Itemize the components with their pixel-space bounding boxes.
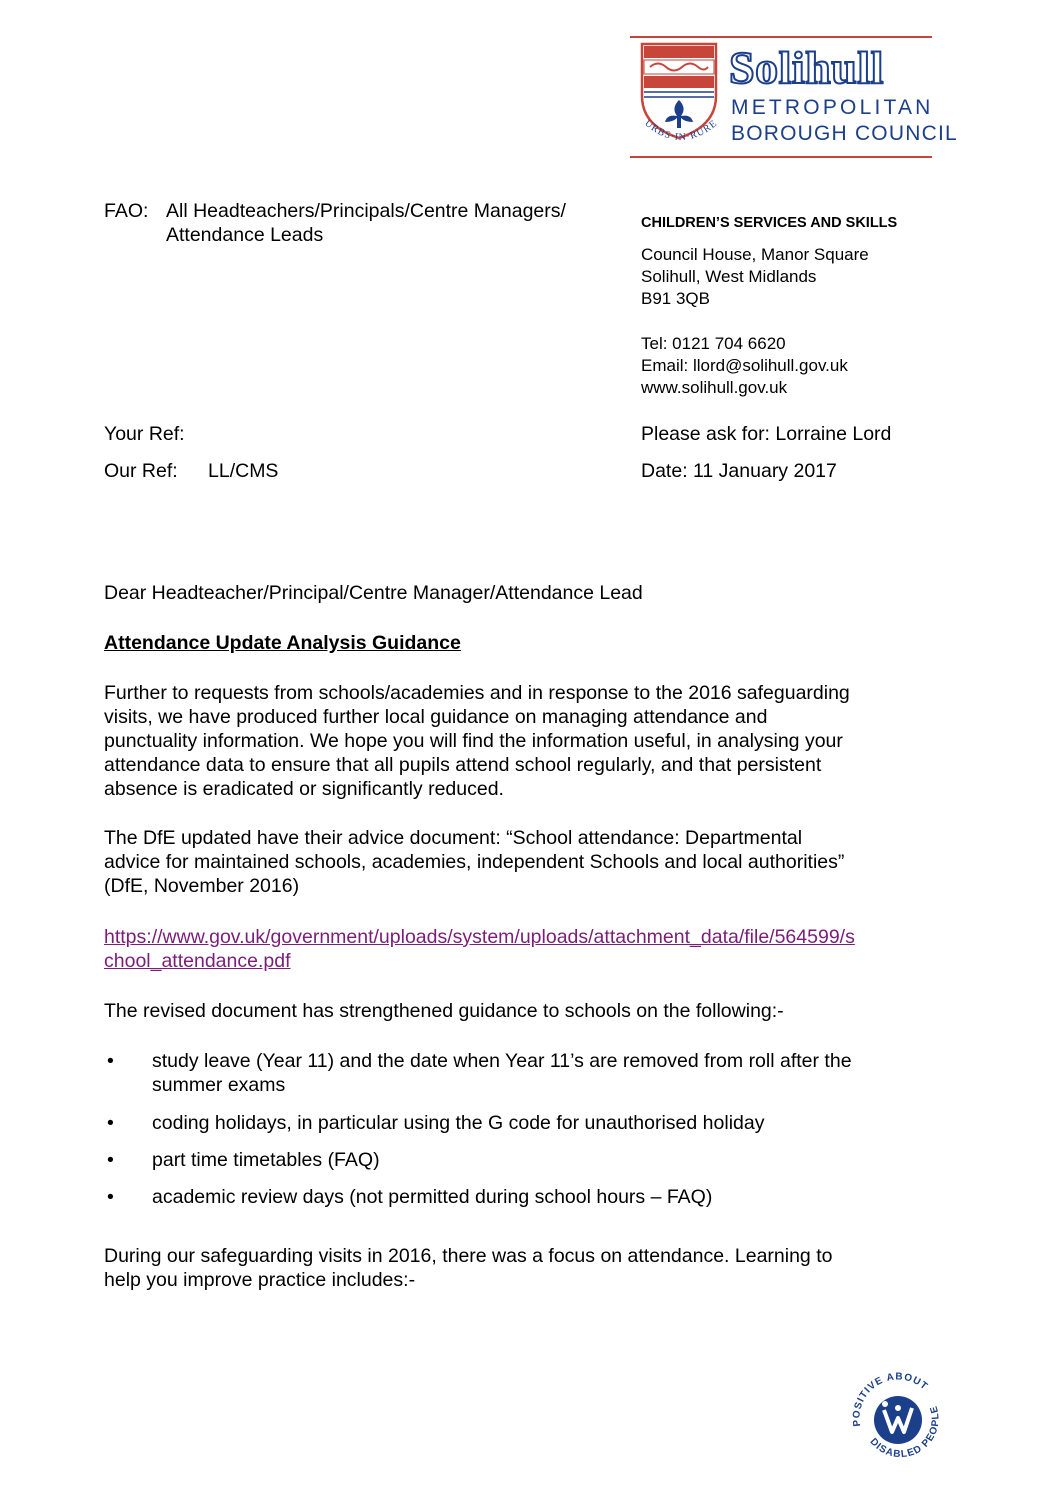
paragraph-line: Further to requests from schools/academies and in response to the 2016 safeguarding <box>104 682 850 704</box>
paragraph-line: punctuality information. We hope you will find the information useful, in analysing your <box>104 730 843 752</box>
paragraph-line: During our safeguarding visits in 2016, there was a focus on attendance. Learning to <box>104 1245 833 1267</box>
our-ref-label: Our Ref: <box>104 460 178 482</box>
your-ref: Your Ref: <box>104 423 185 445</box>
svg-text:URBS·IN·RURE <box>642 118 719 143</box>
letter-date: Date: 11 January 2017 <box>641 460 837 482</box>
website: www.solihull.gov.uk <box>641 378 788 397</box>
paragraph-line: help you improve practice includes:- <box>104 1269 416 1291</box>
paragraph-line: advice for maintained schools, academies, independent Schools and local authorities” <box>104 851 845 873</box>
address-line: Solihull, West Midlands <box>641 267 817 286</box>
department-name: CHILDREN’S SERVICES AND SKILLS <box>641 215 898 231</box>
address-line: B91 3QB <box>641 289 710 308</box>
fao-line2: Attendance Leads <box>166 224 324 246</box>
bullet-text: summer exams <box>152 1074 286 1096</box>
bullet-text: academic review days (not permitted during school hours – FAQ) <box>152 1186 713 1208</box>
bullet-text: study leave (Year 11) and the date when Year 11’s are removed from roll after the <box>152 1050 852 1072</box>
bullet-text: part time timetables (FAQ) <box>152 1149 380 1171</box>
telephone: Tel: 0121 704 6620 <box>641 334 786 353</box>
please-ask-for: Please ask for: Lorraine Lord <box>641 423 892 445</box>
motto-ribbon <box>636 118 726 154</box>
bullet-icon: • <box>107 1050 114 1072</box>
bullet-text: coding holidays, in particular using the G code for unauthorised holiday <box>152 1112 765 1134</box>
logo-subtitle-line1: METROPOLITAN <box>731 96 934 119</box>
our-ref-value: LL/CMS <box>208 460 279 482</box>
paragraph-line: visits, we have produced further local guidance on managing attendance and <box>104 706 768 728</box>
logo-subtitle-line2: BOROUGH COUNCIL <box>731 122 958 145</box>
positive-about-disabled-people-badge <box>842 1362 954 1474</box>
badge-bottom-text: DISABLED PEOPLE <box>867 1403 942 1461</box>
fao-label: FAO: <box>104 200 149 222</box>
document-link[interactable]: chool_attendance.pdf <box>104 950 291 972</box>
logo-wordmark: Solihull <box>729 42 884 93</box>
email: Email: llord@solihull.gov.uk <box>641 356 848 375</box>
salutation: Dear Headteacher/Principal/Centre Manager/Attendance Lead <box>104 582 643 604</box>
paragraph-line: The revised document has strengthened guidance to schools on the following:- <box>104 1000 784 1022</box>
bullet-icon: • <box>107 1149 114 1171</box>
badge-top-text: POSITIVE ABOUT <box>851 1371 930 1428</box>
fao-line1: All Headteachers/Principals/Centre Managers/ <box>166 200 566 222</box>
paragraph-line: attendance data to ensure that all pupils attend school regularly, and that persistent <box>104 754 822 776</box>
bullet-icon: • <box>107 1186 114 1208</box>
paragraph-line: The DfE updated have their advice document: “School attendance: Departmental <box>104 827 803 849</box>
letter-heading: Attendance Update Analysis Guidance <box>104 632 461 654</box>
paragraph-line: (DfE, November 2016) <box>104 875 300 897</box>
address-line: Council House, Manor Square <box>641 245 869 264</box>
motto-text: URBS·IN·RURE <box>642 118 720 144</box>
bullet-icon: • <box>107 1112 114 1134</box>
paragraph-line: absence is eradicated or significantly reduced. <box>104 778 504 800</box>
document-link[interactable]: https://www.gov.uk/government/uploads/system/uploads/attachment_data/file/564599/s <box>104 926 855 948</box>
